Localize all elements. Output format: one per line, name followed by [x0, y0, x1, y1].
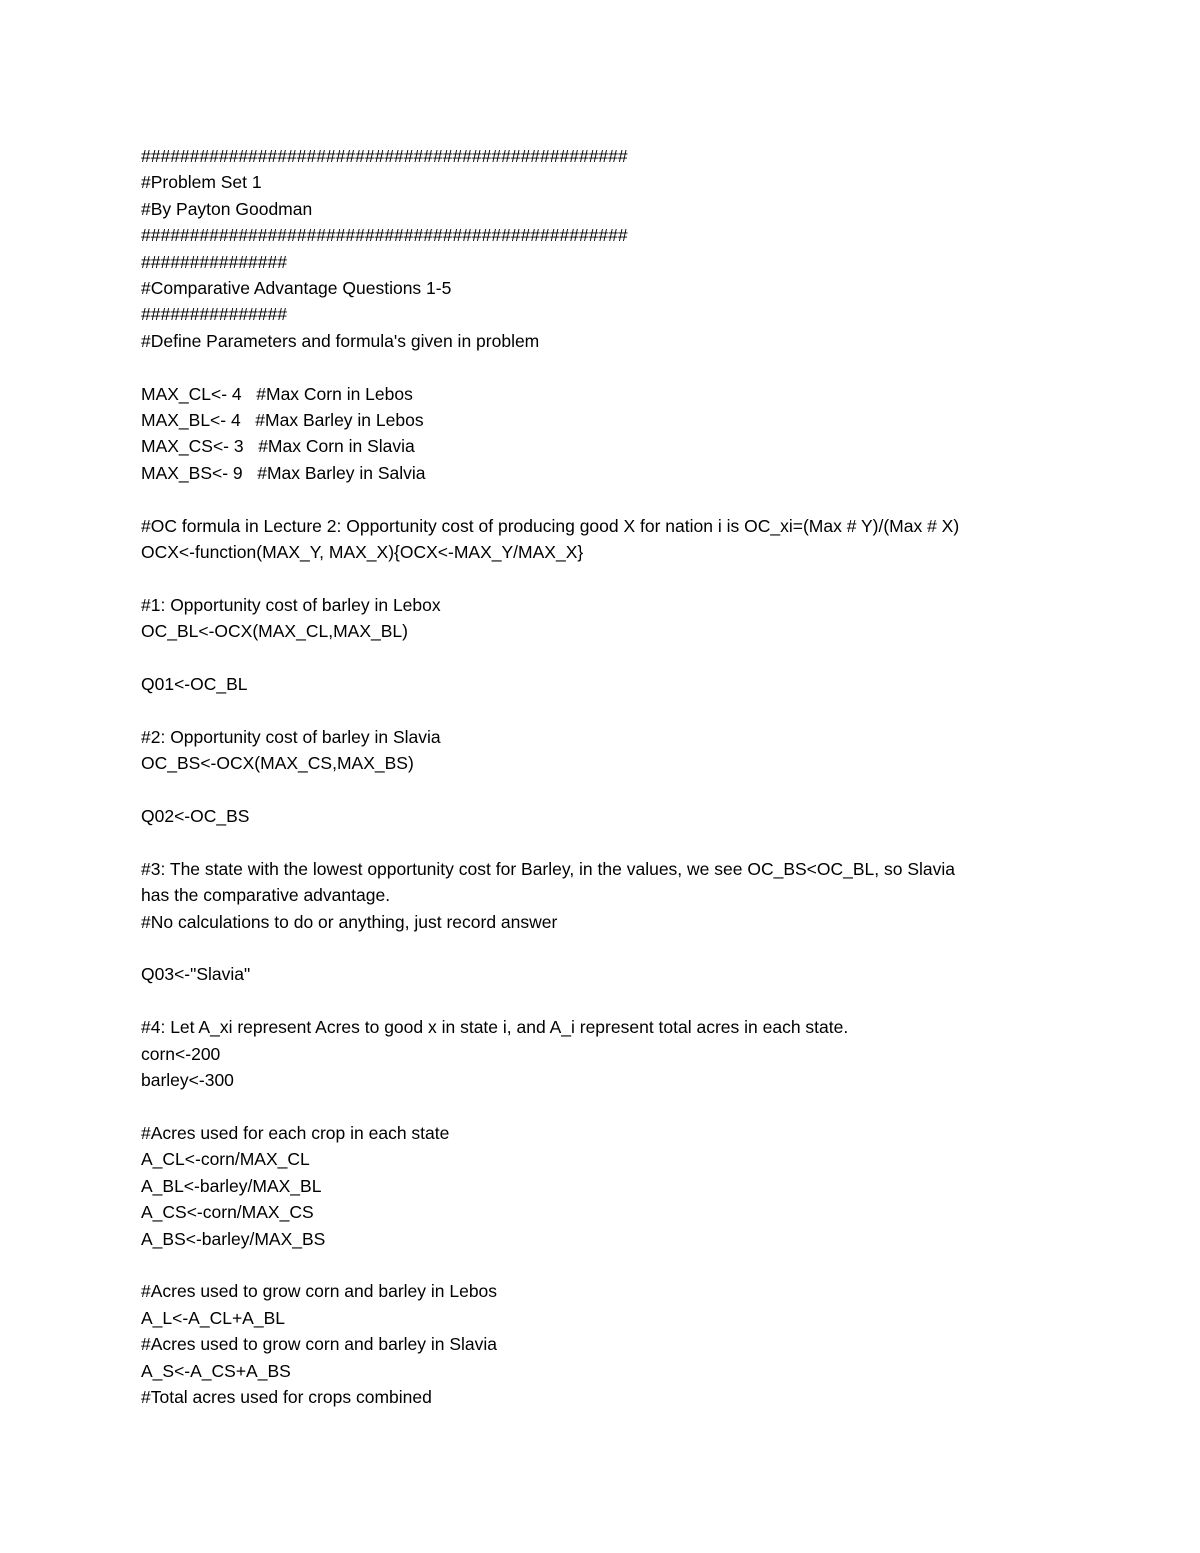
- text-line: barley<-300: [141, 1070, 234, 1091]
- text-line: #Total acres used for crops combined: [141, 1386, 432, 1407]
- text-line: ###############: [141, 251, 287, 272]
- text-line: Q01<-OC_BL: [141, 674, 248, 695]
- text-line: ##################################################: [141, 225, 628, 246]
- text-line: A_BS<-barley/MAX_BS: [141, 1228, 326, 1249]
- blank-line: [141, 935, 1141, 961]
- text-line: MAX_CL<- 4 #Max Corn in Lebos: [141, 383, 413, 404]
- text-line: A_CL<-corn/MAX_CL: [141, 1149, 310, 1170]
- text-line: OCX<-function(MAX_Y, MAX_X){OCX<-MAX_Y/MAX_X}: [141, 542, 584, 563]
- text-line: corn<-200: [141, 1043, 221, 1064]
- blank-line: [141, 1252, 1141, 1278]
- text-line: #By Payton Goodman: [141, 198, 313, 219]
- text-line: A_CS<-corn/MAX_CS: [141, 1202, 314, 1223]
- text-line: #4: Let A_xi represent Acres to good x in state i, and A_i represent total acres in each state.: [141, 1017, 849, 1038]
- blank-line: [141, 777, 1141, 803]
- blank-line: [141, 1093, 1141, 1119]
- text-line: #OC formula in Lecture 2: Opportunity cost of producing good X for nation i is OC_xi=(Max # Y)/(Max # X): [141, 515, 960, 536]
- text-line: MAX_BL<- 4 #Max Barley in Lebos: [141, 410, 424, 431]
- blank-line: [141, 829, 1141, 855]
- blank-line: [141, 486, 1141, 512]
- blank-line: [141, 988, 1141, 1014]
- text-line: #Define Parameters and formula's given in problem: [141, 330, 540, 351]
- text-line: has the comparative advantage.: [141, 885, 391, 906]
- blank-line: [141, 697, 1141, 723]
- text-line: Q03<-"Slavia": [141, 964, 251, 985]
- text-line: OC_BL<-OCX(MAX_CL,MAX_BL): [141, 621, 408, 642]
- text-line: #Acres used for each crop in each state: [141, 1122, 450, 1143]
- text-line: A_L<-A_CL+A_BL: [141, 1307, 285, 1328]
- text-line: A_S<-A_CS+A_BS: [141, 1360, 291, 1381]
- text-line: MAX_BS<- 9 #Max Barley in Salvia: [141, 462, 426, 483]
- text-line: OC_BS<-OCX(MAX_CS,MAX_BS): [141, 753, 414, 774]
- text-line: MAX_CS<- 3 #Max Corn in Slavia: [141, 436, 415, 457]
- blank-line: [141, 354, 1141, 380]
- document-body: [141, 143, 1141, 1410]
- text-line: #Acres used to grow corn and barley in Lebos: [141, 1281, 498, 1302]
- text-line: #Acres used to grow corn and barley in Slavia: [141, 1334, 498, 1355]
- text-line: A_BL<-barley/MAX_BL: [141, 1175, 322, 1196]
- blank-line: [141, 645, 1141, 671]
- text-line: #2: Opportunity cost of barley in Slavia: [141, 726, 441, 747]
- text-line: ##################################################: [141, 146, 628, 166]
- text-line: #Problem Set 1: [141, 172, 262, 193]
- text-line: Q02<-OC_BS: [141, 806, 250, 827]
- blank-line: [141, 565, 1141, 591]
- text-line: #3: The state with the lowest opportunity cost for Barley, in the values, we see OC_BS<OC_BL, so Slavia: [141, 858, 956, 879]
- text-line: ###############: [141, 304, 287, 325]
- text-line: #Comparative Advantage Questions 1-5: [141, 278, 452, 299]
- text-line: #1: Opportunity cost of barley in Lebox: [141, 594, 441, 615]
- text-line: #No calculations to do or anything, just record answer: [141, 911, 558, 932]
